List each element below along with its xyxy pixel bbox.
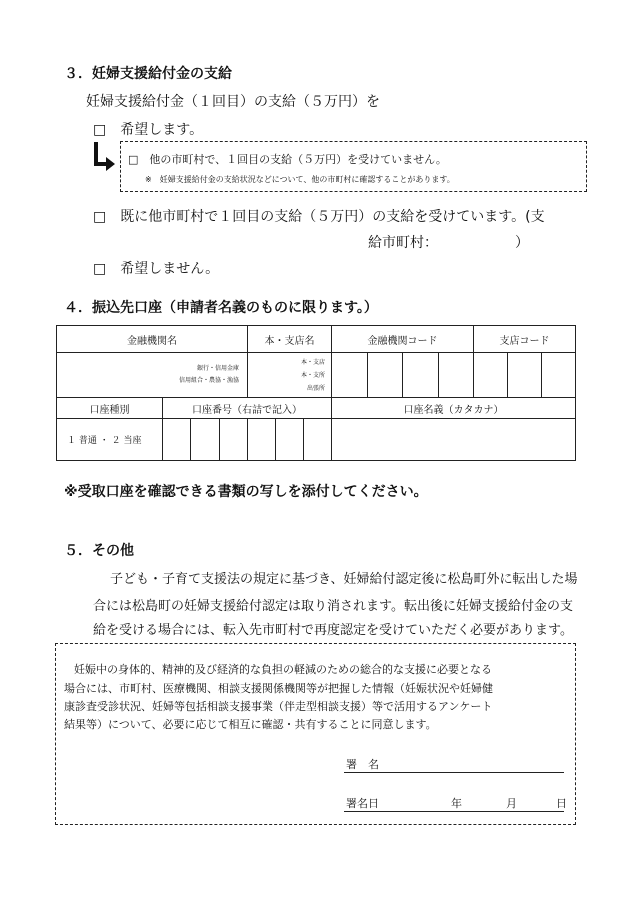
branch-types-3: 出張所 (306, 384, 325, 392)
consent-line-4: 結果等）について、必要に応じて相互に確認・共有することに同意します。 (64, 718, 437, 731)
consent-line-2: 場合には、市町村、医療機関、相談支援関係機関等が把握した情報（妊娠状況や妊婦健 (64, 682, 493, 695)
account-holder-input[interactable] (332, 419, 576, 461)
account-number-digit[interactable] (248, 419, 276, 461)
section3-intro: 妊婦支援給付金（１回目）の支給（５万円）を (86, 94, 380, 110)
section5-para-3: 給を受ける場合には、転入先市町村で再度認定を受けていただく必要があります。 (93, 623, 573, 638)
signature-line[interactable] (344, 772, 564, 773)
paying-municipality: 給市町村： ） (368, 235, 529, 251)
bank-types-1: 銀行・信用金庫 (196, 365, 239, 372)
branch-types-1: 本・支店 (300, 358, 325, 366)
account-type-options[interactable]: １ 普通 ・ ２ 当座 (57, 419, 163, 461)
bank-code-digit[interactable] (367, 353, 403, 398)
branch-code-digit[interactable] (474, 353, 508, 398)
section3-title: ３．妊婦支援給付金の支給 (64, 66, 232, 82)
option-already-received[interactable]: □ 既に他市町村で１回目の支給（５万円）の支給を受けています。(支 (93, 209, 545, 225)
signature-label: 署 名 (346, 758, 379, 771)
account-number-digit[interactable] (276, 419, 304, 461)
day-label: 日 (556, 797, 567, 810)
account-number-digit[interactable] (304, 419, 332, 461)
section5-para-1: 子ども・子育て支援法の規定に基づき、妊婦給付認定後に松島町外に転出した場 (110, 572, 578, 587)
header-branch-name: 本・支店名 (248, 326, 332, 353)
sub-option-note: ※ 妊婦支援給付金の支給状況などについて、他の市町村に確認することがあります。 (145, 175, 455, 184)
bank-name-cell[interactable] (57, 353, 248, 398)
option-not-wish[interactable]: □ 希望しません。 (93, 261, 220, 277)
bank-account-table (56, 325, 576, 461)
consent-box (55, 643, 576, 825)
section5-para-2: 合には松島町の妊婦支援給付認定は取り消されます。転出後に妊婦支援給付金の支 (93, 599, 573, 614)
branch-code-digit[interactable] (508, 353, 542, 398)
account-number-digit[interactable] (191, 419, 219, 461)
sign-date-label: 署名日 (346, 797, 379, 810)
month-label: 月 (506, 797, 517, 810)
sub-condition-box (120, 141, 587, 192)
sub-option-not-received[interactable]: □ 他の市町村で、１回目の支給（５万円）を受けていません。 (128, 153, 447, 166)
account-number-digit[interactable] (163, 419, 191, 461)
bank-types-2: 信用組合・農協・漁協 (178, 377, 239, 384)
option-wish[interactable]: □ 希望します。 (93, 122, 204, 138)
bank-code-digit[interactable] (332, 353, 368, 398)
header-bank-code: 金融機関コード (332, 326, 474, 353)
year-label: 年 (451, 797, 462, 810)
consent-line-1: 妊娠中の身体的、精神的及び経済的な負担の軽減のための総合的な支援に必要となる (74, 663, 492, 676)
section5-title: ５．その他 (64, 543, 134, 559)
section4-title: ４．振込先口座（申請者名義のものに限ります。） (64, 300, 378, 316)
branch-code-digit[interactable] (542, 353, 576, 398)
account-number-digit[interactable] (219, 419, 247, 461)
sign-date-line[interactable] (344, 811, 564, 812)
bank-code-digit[interactable] (403, 353, 439, 398)
bank-code-digit[interactable] (438, 353, 474, 398)
branch-types-2: 本・支所 (300, 371, 325, 379)
arrow-down-right-icon (90, 140, 120, 176)
header-bank-name: 金融機関名 (57, 326, 248, 353)
header-account-type: 口座種別 (57, 398, 163, 419)
header-account-number: 口座番号（右詰で記入） (163, 398, 332, 419)
header-branch-code: 支店コード (474, 326, 576, 353)
consent-line-3: 康診査受診状況、妊婦等包括相談支援事業（伴走型相談支援）等で活用するアンケート (64, 700, 493, 713)
attachment-note: ※受取口座を確認できる書類の写しを添付してください。 (64, 484, 428, 500)
header-account-holder: 口座名義（カタカナ） (332, 398, 576, 419)
branch-name-cell[interactable] (248, 353, 332, 398)
